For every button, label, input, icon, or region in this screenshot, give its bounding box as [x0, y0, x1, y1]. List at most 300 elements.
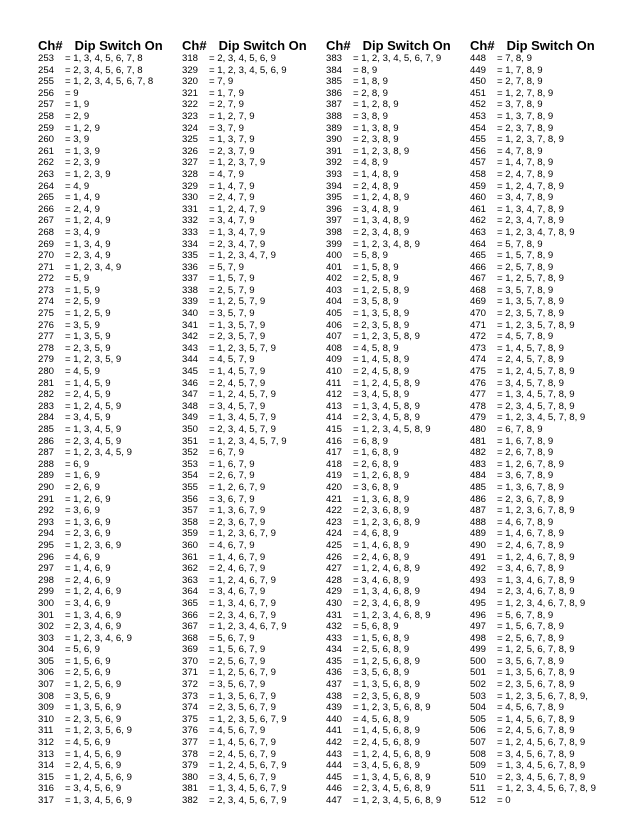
table-row: [326, 262, 476, 274]
channel-number: 504: [470, 702, 487, 714]
table-row: [326, 331, 476, 343]
channel-number: 335: [182, 250, 199, 262]
dip-switch-setting: = 1, 2, 3, 8, 9: [353, 145, 410, 157]
channel-number: 389: [326, 122, 343, 134]
channel-number: 506: [470, 725, 487, 737]
dip-switch-setting: = 1, 2, 4, 5, 6, 7, 8, 9: [497, 737, 586, 749]
header-dip-switch: Dip Switch On: [74, 38, 163, 53]
table-row: [326, 308, 476, 320]
channel-number: 498: [470, 632, 487, 644]
dip-switch-setting: = 2, 4, 7, 8, 9: [497, 168, 554, 180]
dip-switch-setting: = 6, 8, 9: [353, 435, 388, 447]
dip-switch-setting: = 1, 2, 3, 4, 5, 7, 9: [209, 435, 287, 447]
table-row: [182, 552, 332, 564]
channel-number: 297: [38, 563, 55, 575]
channel-number: 452: [470, 99, 487, 111]
channel-number: 264: [38, 180, 55, 192]
dip-switch-setting: = 2, 3, 5, 7, 8, 9: [497, 308, 564, 320]
channel-number: 353: [182, 458, 199, 470]
table-row: [182, 459, 332, 471]
table-row: [38, 656, 188, 668]
dip-switch-setting: = 1, 3, 5, 8, 9: [353, 308, 410, 320]
dip-switch-setting: = 2, 4, 5, 7, 8, 9: [497, 354, 564, 366]
table-row: [38, 691, 188, 703]
dip-switch-setting: = 1, 3, 4, 5, 7, 8, 9: [497, 389, 575, 401]
channel-number: 398: [326, 226, 343, 238]
table-row: [182, 714, 332, 726]
table-row: [182, 146, 332, 158]
dip-switch-setting: = 1, 5, 7, 8, 9: [497, 250, 554, 262]
channel-number: 397: [326, 215, 343, 227]
channel-number: 358: [182, 516, 199, 528]
channel-number: 256: [38, 87, 55, 99]
table-row: [470, 76, 620, 88]
channel-number: 470: [470, 308, 487, 320]
table-row: [38, 424, 188, 436]
channel-number: 263: [38, 168, 55, 180]
channel-number: 434: [326, 644, 343, 656]
channel-number: 390: [326, 134, 343, 146]
channel-number: 315: [38, 771, 55, 783]
channel-number: 361: [182, 551, 199, 563]
dip-switch-setting: = 6, 7, 9: [209, 447, 244, 459]
channel-number: 471: [470, 319, 487, 331]
table-row: [470, 621, 620, 633]
dip-switch-setting: = 2, 4, 5, 8, 9: [353, 366, 410, 378]
channel-number: 505: [470, 713, 487, 725]
dip-switch-setting: = 1, 3, 4, 9: [65, 238, 111, 250]
dip-switch-setting: = 1, 3, 6, 8, 9: [353, 493, 410, 505]
dip-switch-setting: = 1, 2, 3, 7, 9: [209, 157, 266, 169]
channel-number: 329: [182, 180, 199, 192]
channel-number: 261: [38, 145, 55, 157]
dip-switch-setting: = 5, 6, 8, 9: [353, 621, 399, 633]
table-row: [470, 691, 620, 703]
table-row: [38, 111, 188, 123]
table-row: [182, 88, 332, 100]
table-row: [38, 169, 188, 181]
dip-switch-setting: = 2, 5, 6, 9: [65, 667, 111, 679]
column-1: [38, 38, 188, 807]
table-row: [470, 725, 620, 737]
table-row: [470, 53, 620, 65]
channel-number: 421: [326, 493, 343, 505]
table-row: [182, 285, 332, 297]
dip-switch-setting: = 2, 3, 4, 5, 7, 9: [209, 424, 276, 435]
channel-number: 362: [182, 563, 199, 575]
dip-switch-setting: = 1, 7, 8, 9: [497, 64, 543, 76]
dip-switch-setting: = 3, 4, 5, 6, 9: [65, 783, 122, 795]
dip-switch-setting: = 2, 3, 8, 9: [353, 134, 399, 146]
channel-number: 509: [470, 760, 487, 772]
table-row: [326, 702, 476, 714]
dip-switch-setting: = 8, 9: [353, 64, 378, 76]
channel-number: 503: [470, 690, 487, 702]
channel-number: 267: [38, 215, 55, 227]
dip-switch-setting: = 1, 2, 3, 4, 6, 7, 8, 9: [497, 597, 586, 609]
channel-number: 314: [38, 760, 55, 772]
table-row: [182, 157, 332, 169]
table-row: [182, 760, 332, 772]
channel-number: 325: [182, 134, 199, 146]
channel-number: 465: [470, 250, 487, 262]
channel-number: 499: [470, 644, 487, 656]
dip-switch-setting: = 4, 6, 8, 9: [353, 528, 399, 540]
channel-number: 438: [326, 690, 343, 702]
channel-number: 287: [38, 447, 55, 459]
table-row: [38, 262, 188, 274]
dip-switch-setting: = 1, 2, 5, 9: [65, 308, 111, 320]
channel-number: 273: [38, 284, 55, 296]
dip-switch-setting: = 2, 9: [65, 110, 90, 122]
table-row: [182, 783, 332, 795]
dip-switch-setting: = 2, 4, 5, 7, 9: [209, 377, 266, 389]
table-row: [470, 65, 620, 77]
table-row: [38, 447, 188, 459]
table-row: [38, 296, 188, 308]
table-row: [470, 157, 620, 169]
table-row: [38, 610, 188, 622]
channel-number: 425: [326, 539, 343, 551]
dip-switch-setting: = 1, 3, 5, 9: [65, 331, 111, 343]
dip-switch-setting: = 1, 4, 8, 9: [353, 168, 399, 180]
channel-number: 469: [470, 296, 487, 308]
dip-switch-setting: = 1, 6, 8, 9: [353, 447, 399, 459]
channel-number: 318: [182, 53, 199, 64]
table-row: [38, 436, 188, 448]
channel-number: 381: [182, 783, 199, 795]
channel-number: 291: [38, 493, 55, 505]
dip-switch-setting: = 1, 3, 4, 6, 7, 8, 9: [497, 574, 575, 586]
channel-number: 331: [182, 203, 199, 215]
table-row: [326, 714, 476, 726]
dip-switch-setting: = 3, 8, 9: [353, 110, 388, 122]
table-row: [182, 99, 332, 111]
channel-number: 257: [38, 99, 55, 111]
channel-number: 394: [326, 180, 343, 192]
dip-switch-setting: = 2, 4, 5, 6, 9: [65, 760, 122, 772]
table-row: [326, 528, 476, 540]
channel-number: 354: [182, 470, 199, 482]
channel-number: 380: [182, 771, 199, 783]
dip-switch-setting: = 1, 3, 6, 7, 9: [209, 505, 266, 517]
table-row: [182, 378, 332, 390]
dip-switch-setting: = 3, 5, 6, 9: [65, 690, 111, 702]
channel-number: 348: [182, 400, 199, 412]
table-row: [326, 146, 476, 158]
channel-number: 326: [182, 145, 199, 157]
channel-number: 285: [38, 424, 55, 435]
channel-number: 328: [182, 168, 199, 180]
dip-switch-setting: = 2, 3, 4, 9: [65, 250, 111, 262]
table-row: [326, 436, 476, 448]
channel-number: 337: [182, 273, 199, 285]
dip-switch-setting: = 2, 5, 9: [65, 296, 100, 308]
channel-number: 490: [470, 539, 487, 551]
channel-number: 460: [470, 192, 487, 204]
channel-number: 444: [326, 760, 343, 772]
dip-switch-setting: = 1, 2, 3, 5, 7, 9: [209, 342, 276, 354]
table-row: [182, 227, 332, 239]
table-row: [182, 296, 332, 308]
channel-number: 480: [470, 424, 487, 435]
channel-number: 293: [38, 516, 55, 528]
dip-switch-setting: = 3, 9: [65, 134, 90, 146]
channel-number: 269: [38, 238, 55, 250]
table-row: [326, 169, 476, 181]
dip-switch-setting: = 2, 3, 5, 6, 8, 9: [353, 690, 420, 702]
dip-switch-setting: = 3, 4, 7, 8, 9: [497, 192, 554, 204]
dip-switch-setting: = 5, 7, 8, 9: [497, 238, 543, 250]
dip-switch-setting: = 1, 2, 3, 4, 5, 9: [65, 447, 132, 459]
dip-switch-setting: = 3, 4, 6, 9: [65, 597, 111, 609]
dip-switch-setting: = 2, 6, 8, 9: [353, 458, 399, 470]
table-row: [326, 470, 476, 482]
table-row: [38, 586, 188, 598]
dip-switch-setting: = 1, 5, 6, 7, 9: [209, 644, 266, 656]
dip-switch-setting: = 2, 3, 4, 6, 9: [65, 621, 122, 633]
channel-number: 371: [182, 667, 199, 679]
table-row: [326, 482, 476, 494]
table-row: [182, 505, 332, 517]
dip-switch-setting: = 4, 5, 9: [65, 366, 100, 378]
channel-number: 477: [470, 389, 487, 401]
table-row: [470, 146, 620, 158]
dip-switch-setting: = 1, 2, 4, 5, 8, 9: [353, 377, 420, 389]
channel-number: 391: [326, 145, 343, 157]
channel-number: 459: [470, 180, 487, 192]
dip-switch-setting: = 1, 4, 5, 6, 9: [65, 748, 122, 760]
dip-switch-setting: = 4, 5, 6, 8, 9: [353, 713, 410, 725]
table-row: [326, 389, 476, 401]
dip-switch-setting: = 1, 2, 5, 8, 9: [353, 284, 410, 296]
channel-number: 401: [326, 261, 343, 273]
table-row: [326, 725, 476, 737]
table-row: [326, 76, 476, 88]
dip-switch-setting: = 2, 3, 4, 5, 8, 9: [353, 412, 420, 424]
dip-switch-setting: = 1, 5, 6, 7, 8, 9: [497, 621, 564, 633]
dip-switch-setting: = 3, 4, 5, 9: [65, 412, 111, 424]
channel-number: 410: [326, 366, 343, 378]
channel-number: 487: [470, 505, 487, 517]
channel-number: 403: [326, 284, 343, 296]
header-channel: Ch#: [326, 38, 351, 53]
header-channel: Ch#: [470, 38, 495, 53]
dip-switch-setting: = 1, 2, 3, 5, 8, 9: [353, 331, 420, 343]
channel-number: 510: [470, 771, 487, 783]
channel-number: 485: [470, 481, 487, 493]
channel-number: 303: [38, 632, 55, 644]
dip-switch-setting: = 1, 3, 4, 6, 9: [65, 609, 122, 621]
dip-switch-setting: = 5, 8, 9: [353, 250, 388, 262]
channel-number: 432: [326, 621, 343, 633]
dip-switch-setting: = 1, 3, 4, 5, 6, 7, 8, 9: [497, 760, 586, 772]
channel-number: 450: [470, 76, 487, 88]
channel-number: 356: [182, 493, 199, 505]
channel-number: 439: [326, 702, 343, 714]
table-row: [182, 412, 332, 424]
channel-number: 496: [470, 609, 487, 621]
channel-number: 373: [182, 690, 199, 702]
dip-switch-setting: = 1, 4, 5, 6, 7, 9: [209, 737, 276, 749]
table-row: [182, 575, 332, 587]
channel-number: 271: [38, 261, 55, 273]
dip-switch-setting: = 3, 4, 8, 9: [353, 203, 399, 215]
table-row: [326, 273, 476, 285]
dip-switch-setting: = 1, 3, 4, 6, 8, 9: [353, 586, 420, 598]
dip-switch-setting: = 2, 8, 9: [353, 87, 388, 99]
channel-number: 445: [326, 771, 343, 783]
channel-number: 428: [326, 574, 343, 586]
dip-switch-setting: = 1, 2, 4, 8, 9: [353, 192, 410, 204]
dip-switch-setting: = 2, 7, 8, 9: [497, 76, 543, 88]
channel-number: 307: [38, 679, 55, 691]
table-row: [182, 181, 332, 193]
channel-number: 274: [38, 296, 55, 308]
dip-switch-setting: = 2, 5, 6, 8, 9: [353, 644, 410, 656]
table-row: [470, 505, 620, 517]
channel-number: 409: [326, 354, 343, 366]
table-row: [38, 575, 188, 587]
channel-number: 440: [326, 713, 343, 725]
channel-number: 352: [182, 447, 199, 459]
table-row: [470, 239, 620, 251]
column-header: [182, 38, 332, 53]
dip-switch-setting: = 1, 3, 5, 6, 7, 9: [209, 690, 276, 702]
channel-number: 482: [470, 447, 487, 459]
dip-switch-setting: = 2, 3, 7, 8, 9: [497, 122, 554, 134]
dip-switch-setting: = 1, 3, 5, 6, 9: [65, 702, 122, 714]
channel-number: 429: [326, 586, 343, 598]
dip-switch-setting: = 1, 2, 3, 4, 5, 6, 8, 9: [353, 795, 442, 806]
channel-number: 289: [38, 470, 55, 482]
channel-number: 492: [470, 563, 487, 575]
channel-number: 282: [38, 389, 55, 401]
channel-number: 334: [182, 238, 199, 250]
channel-number: 461: [470, 203, 487, 215]
dip-switch-setting: = 2, 4, 8, 9: [353, 180, 399, 192]
channel-number: 431: [326, 609, 343, 621]
channel-number: 336: [182, 261, 199, 273]
channel-number: 275: [38, 308, 55, 320]
channel-number: 400: [326, 250, 343, 262]
channel-number: 280: [38, 366, 55, 378]
channel-number: 384: [326, 64, 343, 76]
table-row: [38, 331, 188, 343]
table-row: [38, 157, 188, 169]
table-row: [182, 192, 332, 204]
channel-number: 304: [38, 644, 55, 656]
table-row: [182, 563, 332, 575]
header-channel: Ch#: [182, 38, 207, 53]
table-row: [326, 552, 476, 564]
dip-switch-setting: = 4, 6, 7, 9: [209, 539, 255, 551]
dip-switch-setting: = 5, 6, 9: [65, 644, 100, 656]
table-row: [326, 99, 476, 111]
table-row: [326, 65, 476, 77]
dip-switch-setting: = 1, 2, 8, 9: [353, 99, 399, 111]
table-row: [470, 111, 620, 123]
table-row: [470, 227, 620, 239]
channel-number: 463: [470, 226, 487, 238]
channel-number: 308: [38, 690, 55, 702]
dip-switch-setting: = 3, 4, 6, 7, 9: [209, 586, 266, 598]
channel-number: 321: [182, 87, 199, 99]
table-row: [38, 795, 188, 807]
channel-number: 374: [182, 702, 199, 714]
dip-switch-setting: = 1, 2, 4, 6, 8, 9: [353, 563, 420, 575]
table-row: [38, 749, 188, 761]
dip-switch-setting: = 1, 2, 5, 6, 7, 9: [209, 667, 276, 679]
channel-number: 344: [182, 354, 199, 366]
dip-switch-setting: = 2, 5, 7, 9: [209, 284, 255, 296]
dip-switch-setting: = 1, 2, 3, 9: [65, 168, 111, 180]
channel-number: 349: [182, 412, 199, 424]
dip-switch-setting: = 2, 5, 6, 7, 8, 9: [497, 632, 564, 644]
table-row: [38, 725, 188, 737]
table-row: [38, 308, 188, 320]
dip-switch-setting: = 1, 3, 6, 9: [65, 516, 111, 528]
table-row: [38, 412, 188, 424]
dip-switch-setting: = 5, 7, 9: [209, 261, 244, 273]
channel-number: 369: [182, 644, 199, 656]
channel-number: 393: [326, 168, 343, 180]
channel-number: 385: [326, 76, 343, 88]
dip-switch-setting: = 1, 3, 4, 6, 7, 9: [209, 597, 276, 609]
table-row: [470, 354, 620, 366]
dip-switch-setting: = 1, 4, 5, 8, 9: [353, 354, 410, 366]
dip-switch-setting: = 4, 6, 9: [65, 551, 100, 563]
table-row: [326, 378, 476, 390]
channel-number: 491: [470, 551, 487, 563]
table-row: [182, 598, 332, 610]
channel-number: 467: [470, 273, 487, 285]
table-row: [38, 528, 188, 540]
dip-switch-setting: = 1, 3, 5, 7, 8, 9: [497, 296, 564, 308]
channel-number: 262: [38, 157, 55, 169]
table-row: [470, 320, 620, 332]
table-row: [326, 285, 476, 297]
table-row: [182, 134, 332, 146]
channel-number: 399: [326, 238, 343, 250]
channel-number: 512: [470, 795, 487, 806]
channel-number: 313: [38, 748, 55, 760]
table-row: [470, 366, 620, 378]
channel-number: 488: [470, 516, 487, 528]
table-row: [38, 146, 188, 158]
dip-switch-setting: = 1, 3, 6, 7, 8, 9: [497, 481, 564, 493]
dip-switch-setting: = 1, 2, 7, 8, 9: [497, 87, 554, 99]
table-row: [326, 134, 476, 146]
table-row: [182, 772, 332, 784]
table-row: [38, 563, 188, 575]
dip-switch-setting: = 6, 7, 8, 9: [497, 424, 543, 435]
table-row: [38, 53, 188, 65]
channel-number: 299: [38, 586, 55, 598]
channel-number: 502: [470, 679, 487, 691]
dip-switch-setting: = 1, 2, 6, 7, 8, 9: [497, 458, 564, 470]
dip-switch-setting: = 3, 5, 7, 9: [209, 308, 255, 320]
channel-number: 276: [38, 319, 55, 331]
table-row: [182, 517, 332, 529]
dip-switch-setting: = 1, 2, 3, 4, 5, 7, 8, 9: [497, 412, 586, 424]
table-row: [182, 308, 332, 320]
table-row: [38, 378, 188, 390]
table-row: [326, 88, 476, 100]
table-row: [38, 470, 188, 482]
channel-number: 478: [470, 400, 487, 412]
channel-number: 447: [326, 795, 343, 806]
